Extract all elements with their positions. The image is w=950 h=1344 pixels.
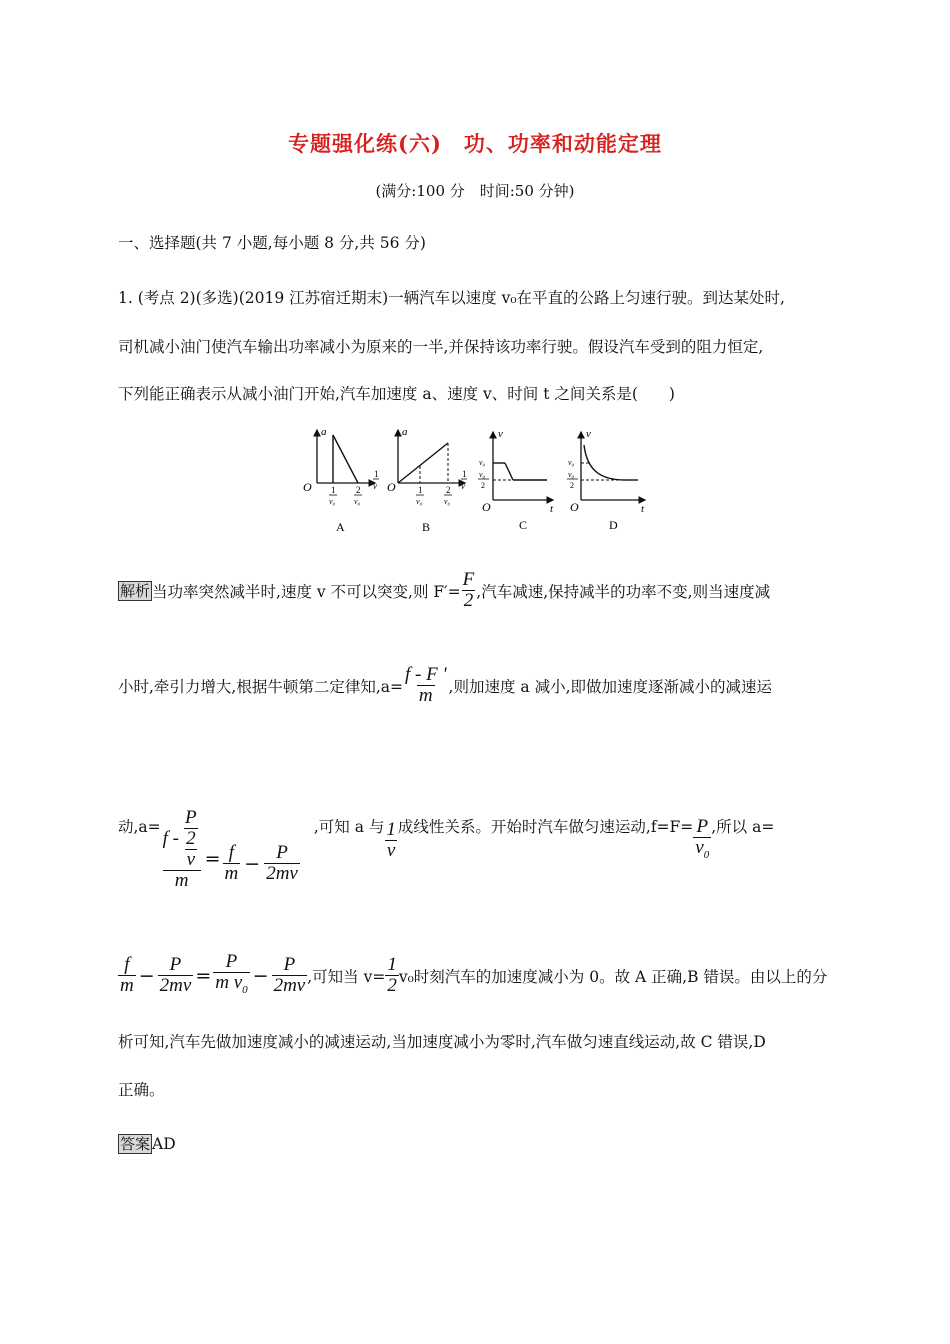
formula-p-over-v0: $\frac{P}{v_0}$ — [693, 817, 711, 865]
graph-d-x-label: t — [641, 503, 645, 515]
analysis-text-3c: 成线性关系。开始时汽车做匀速运动,f=F= — [397, 817, 694, 836]
graph-c-y-label: v — [498, 428, 503, 440]
graph-a — [303, 426, 379, 534]
graph-a-tick1-den: v₀ — [329, 497, 336, 506]
formula-p-over-2mv-3: $\frac{P}{2mv}$ — [273, 954, 306, 997]
analysis-text-2a: 小时,牵引力增大,根据牛顿第二定律知,a= — [118, 677, 404, 696]
graph-d-tick-top: v₀ — [568, 458, 575, 467]
formula-half: $\frac{1}{2}$ — [387, 954, 397, 997]
question-line-2: 司机减小油门使汽车输出功率减小为原来的一半,并保持该功率行驶。假设汽车受到的阻力恒定, — [118, 338, 764, 356]
answer-value: AD — [152, 1135, 176, 1153]
formula-p-over-mv0: $\frac{P}{m v_0}$ — [213, 952, 249, 1000]
graph-b-origin: O — [387, 480, 396, 494]
graph-a-x-label-den: v — [373, 481, 377, 491]
analysis-text-1a: 当功率突然减半时,速度 v 不可以突变,则 F′= — [152, 582, 461, 601]
analysis-tag: 解析 — [120, 581, 151, 600]
formula-f-over-m: $\frac{f}{m}$ — [224, 842, 239, 884]
score-time-info: (满分:100 分 时间:50 分钟) — [375, 182, 575, 200]
graph-c-x-label: t — [550, 503, 554, 515]
graph-b-tick2-num: 2 — [446, 485, 451, 495]
graph-b — [387, 426, 467, 534]
formula-p-over-2mv-2: $\frac{P}{2mv}$ — [159, 954, 192, 997]
analysis-line-5: 析可知,汽车先做加速度减小的减速运动,当加速度减小为零时,汽车做匀速直线运动,故 C 错误,D — [118, 1033, 766, 1051]
section-heading: 一、选择题(共 7 小题,每小题 8 分,共 56 分) — [118, 234, 426, 252]
formula-nested-fraction: f - $\frac{\frac{P}{2}}{v}$ m — [161, 808, 203, 891]
analysis-line-2 — [118, 665, 772, 706]
graph-c-tick-mid-num: v₀ — [479, 470, 486, 479]
graph-b-tick1-num: 1 — [418, 485, 423, 495]
graph-a-origin: O — [303, 480, 312, 494]
graph-b-x-label-num: 1 — [462, 469, 467, 479]
graph-c — [478, 428, 554, 532]
question-line-1: 1. (考点 2)(多选)(2019 江苏宿迁期末)一辆汽车以速度 v₀在平直的公路上匀速行驶。到达某处时, — [118, 289, 785, 307]
formula-p-over-2mv: $\frac{P}{2mv}$ — [266, 842, 298, 884]
formula-1-over-v: $\frac{1}{v}$ — [386, 819, 396, 861]
graph-d — [567, 428, 645, 532]
analysis-text-1b: ,汽车减速,保持减半的功率不变,则当速度减 — [476, 582, 771, 601]
graph-a-tick2-num: 2 — [356, 485, 361, 495]
analysis-line-3: 动,a= f - $\frac{\frac{P}{2}}{v}$ m = $\frac{f}{m}$ − $\frac{P}{2mv}$ ,可知 a 与 $\frac{1}{v}$ 成线性关系。开始时汽车做匀速运动,f=F= $\frac{P}{v_0}$ ,所以 a= — [118, 807, 775, 891]
graph-d-tick-mid-den: 2 — [570, 481, 574, 490]
graph-a-tick2-den: v₀ — [354, 497, 361, 506]
question-figure — [295, 425, 655, 540]
formula-f-minus-fprime-over-m: $\frac{f - F '}{m}$ — [405, 664, 447, 706]
graph-c-tick-top: v₀ — [479, 458, 486, 467]
page-title: 专题强化练(六) 功、功率和动能定理 — [288, 131, 662, 156]
graph-a-x-label-num: 1 — [374, 469, 379, 479]
analysis-text-4b: ,可知当 v= — [307, 967, 386, 986]
answer-tag: 答案 — [120, 1135, 151, 1153]
analysis-text-2b: ,则加速度 a 减小,即做加速度逐渐减小的减速运 — [448, 677, 772, 696]
graph-b-tick2-den: v₀ — [444, 497, 451, 506]
graph-a-tick1-num: 1 — [331, 485, 336, 495]
graph-b-y-label: a — [402, 426, 408, 438]
analysis-line-4: $\frac{f}{m}$ − $\frac{P}{2mv}$ = $\frac{P}{m v_0}$ − $\frac{P}{2mv}$ ,可知当 v= $\frac{1}{2}$ v₀时刻汽车的加速度减小为 0。故 A 正确,B 错误。由以上的分 — [118, 952, 827, 1000]
answer-line — [118, 1134, 176, 1154]
analysis-text-3d: ,所以 a= — [711, 817, 775, 836]
graph-d-origin: O — [570, 500, 579, 514]
graph-b-label: B — [422, 520, 431, 534]
analysis-text-4c: v₀时刻汽车的加速度减小为 0。故 A 正确,B 错误。由以上的分 — [398, 967, 828, 986]
graph-d-tick-mid-num: v₀ — [568, 470, 575, 479]
analysis-text-3a: 动,a= — [118, 817, 161, 836]
formula-f-over-2: $\frac{F}{2}$ — [462, 569, 475, 611]
formula-f-over-m-2: $\frac{f}{m}$ — [120, 954, 134, 997]
graph-a-y-label: a — [321, 426, 327, 438]
graph-d-label: D — [609, 518, 618, 532]
analysis-line-6: 正确。 — [118, 1081, 165, 1099]
graph-c-tick-mid-den: 2 — [481, 481, 485, 490]
graph-c-label: C — [519, 518, 528, 532]
graph-b-x-label-den: v — [461, 481, 465, 491]
analysis-text-3b: ,可知 a 与 — [313, 817, 385, 836]
question-line-3: 下列能正确表示从减小油门开始,汽车加速度 a、速度 v、时间 t 之间关系是( ) — [118, 385, 675, 403]
graph-b-tick1-den: v₀ — [416, 497, 423, 506]
graph-d-y-label: v — [586, 428, 591, 440]
graph-c-origin: O — [482, 500, 491, 514]
analysis-line-1 — [118, 570, 770, 611]
graph-a-label: A — [336, 520, 345, 534]
